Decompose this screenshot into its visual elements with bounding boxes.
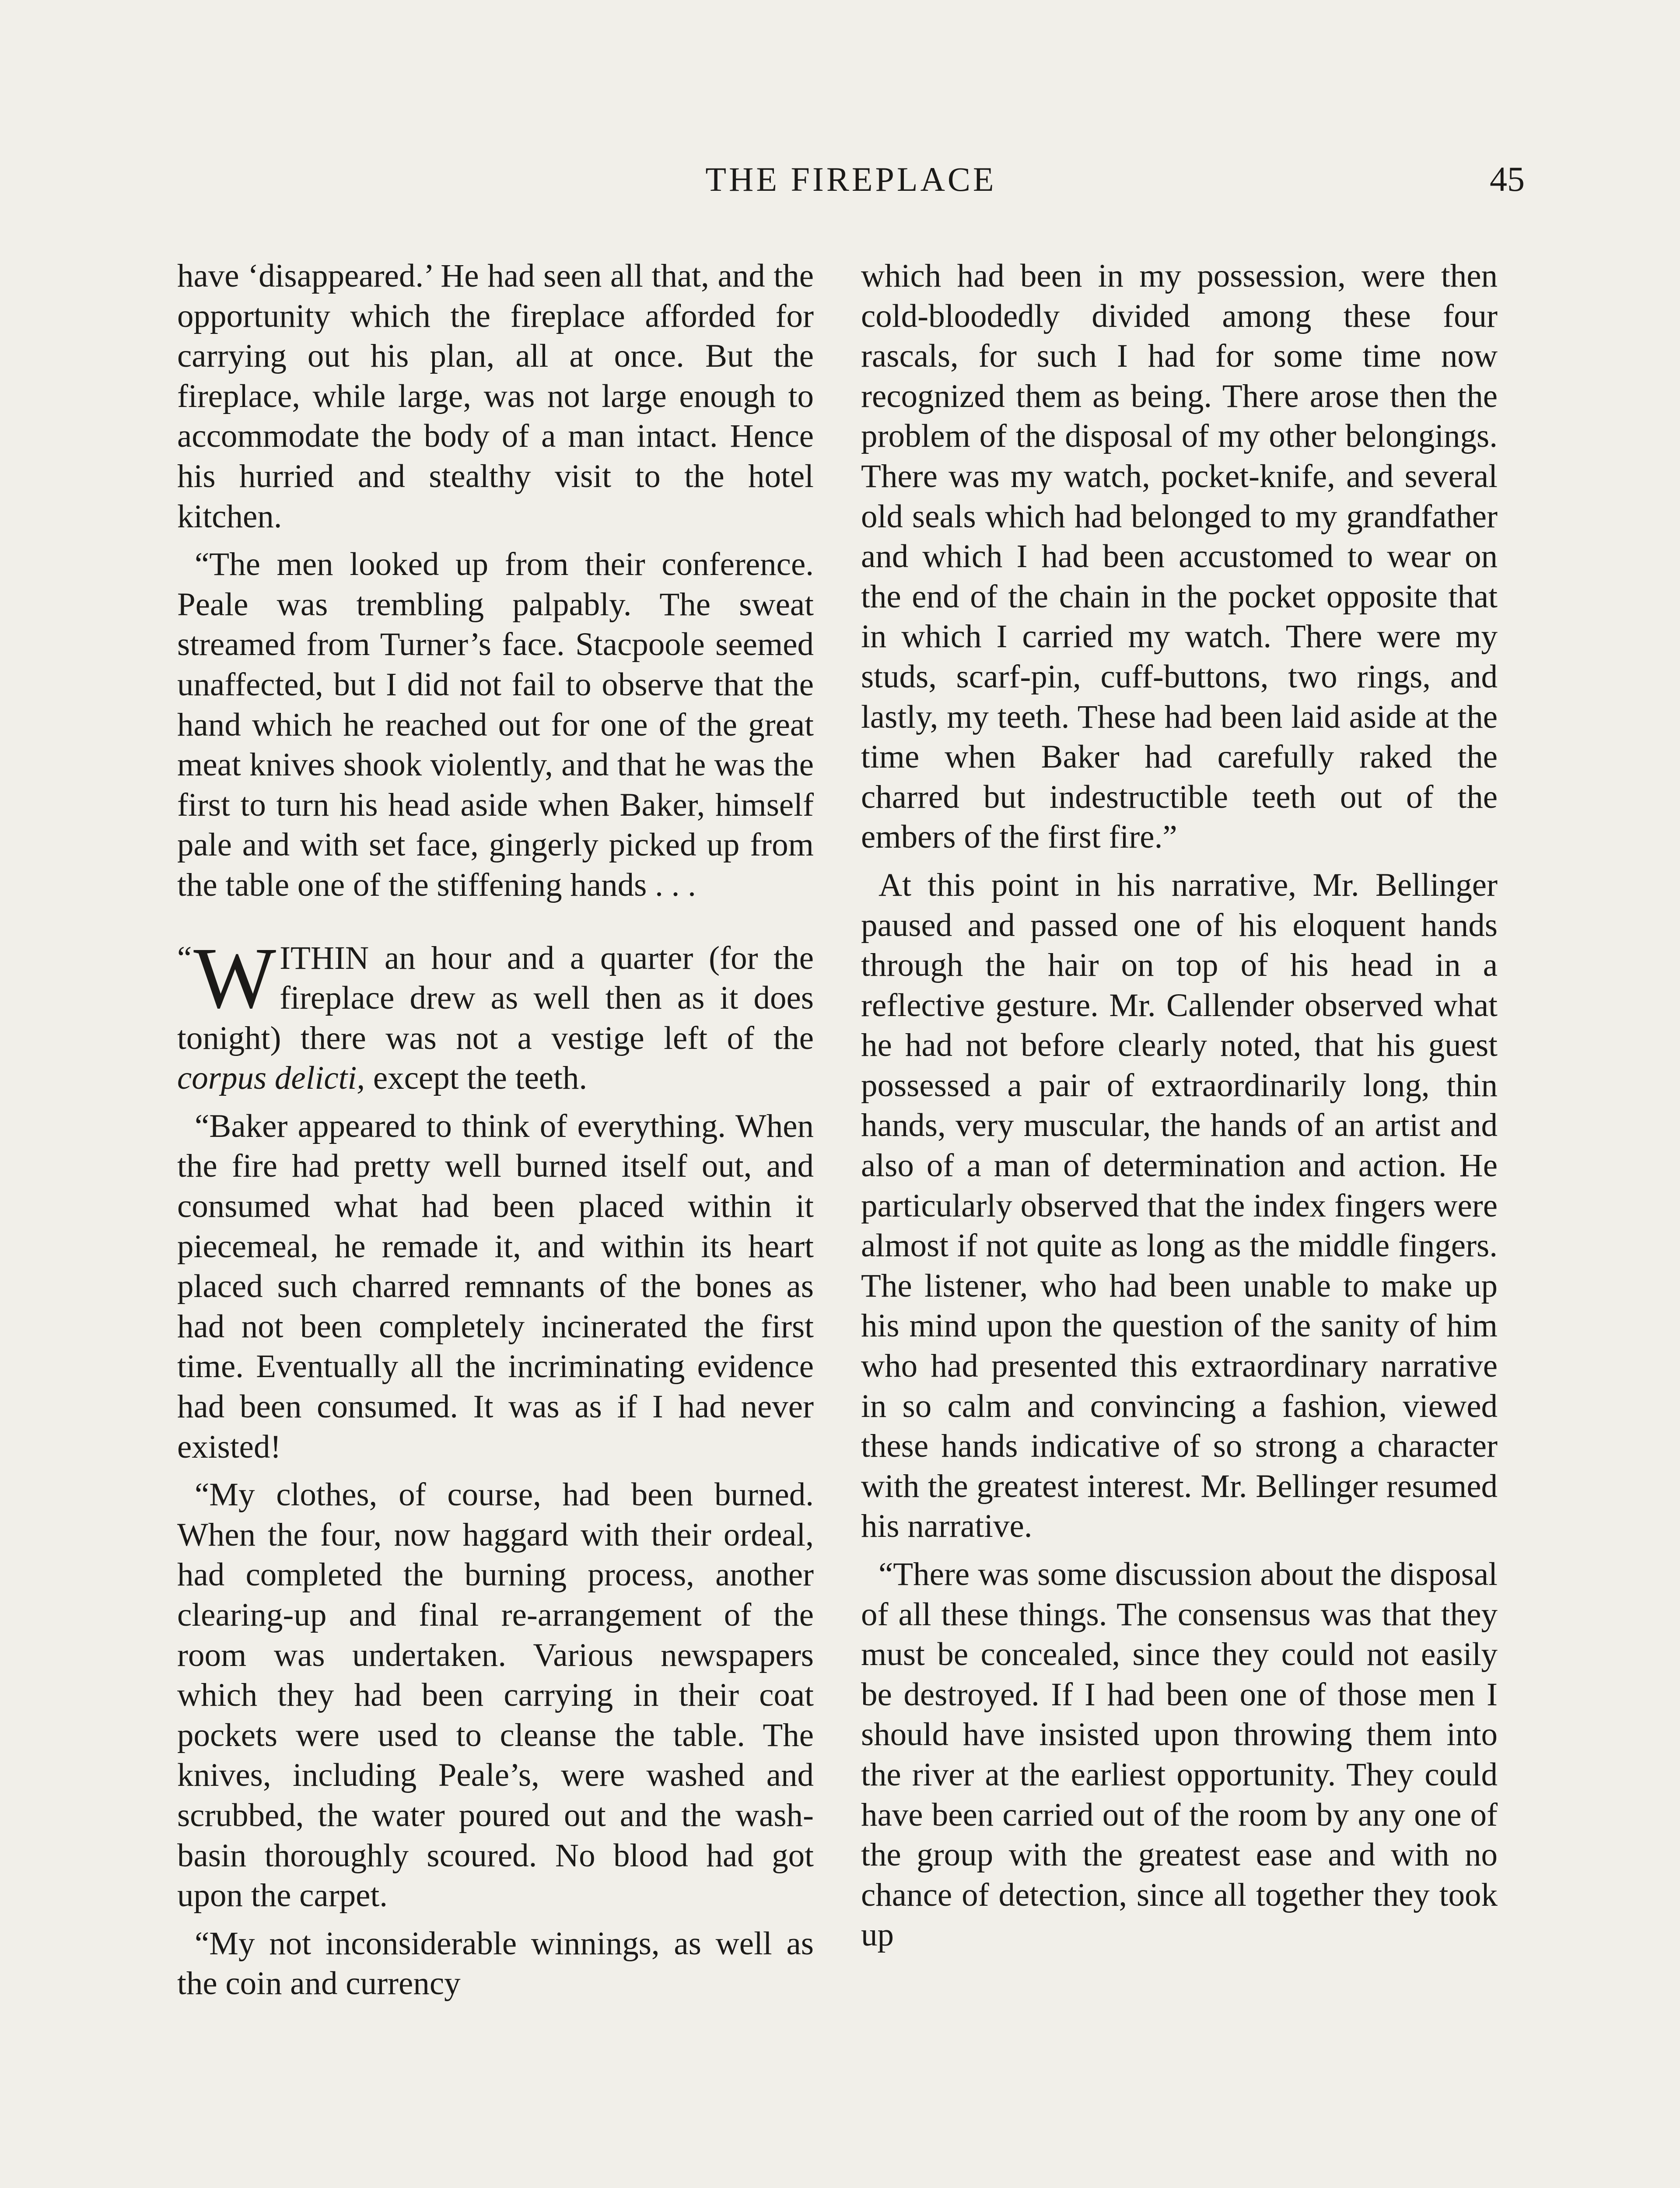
paragraph-gap xyxy=(177,1916,814,1924)
paragraph-text-end: except the teeth. xyxy=(365,1060,588,1097)
paragraph-text: ITHIN an hour and a quarter (for the fireplace drew as well then as it does tonight) there was not a vestige left of the xyxy=(177,940,814,1056)
paragraph: which had been in my possession, were then cold-bloodedly divided among these four rascals, for such I had for some time now recognized them as being. There arose then the problem of the disposal of my other belongings. There was my watch, pocket-knife, and several old seals which had belonged to my grandfather and which I had been accustomed to wear on the end of the chain in the pocket opposite that in which I carried my watch. There were my studs, scarf-pin, cuff-buttons, two rings, and lastly, my teeth. These had been laid aside at the time when Baker had carefully raked the charred but indestructible teeth out of the embers of the first fire.” xyxy=(861,258,1498,856)
paragraph: “There was some discussion about the disposal of all these things. The consensus was that they must be concealed, since they could not easily be destroyed. If I had been one of those men I should have insisted upon throwing them into the river at the earliest opportunity. They could have been carried out of the room by any one of the group with the greatest ease and with no chance of detection, since all together they took up xyxy=(861,1556,1498,1953)
left-column xyxy=(177,256,814,2188)
drop-cap: W xyxy=(193,929,276,1027)
right-column xyxy=(861,256,1498,2188)
paragraph-gap xyxy=(861,1546,1498,1554)
paragraph-gap xyxy=(177,1467,814,1475)
paragraph: At this point in his narrative, Mr. Bellinger paused and passed one of his eloquent hands through the hair on top of his head in a reflective gesture. Mr. Callender observed what he had not before clearly noted, that his guest possessed a pair of extraordinarily long, thin hands, very muscular, the hands of an artist and also of a man of determination and action. He particularly observed that the index fingers were almost if not quite as long as the middle fingers. The listener, who had been unable to make up his mind upon the question of the sanity of him who had presented this extraordinary narrative in so calm and convincing a fashion, viewed these hands indicative of so strong a character with the greatest interest. Mr. Bellinger resumed his narrative. xyxy=(861,866,1498,1545)
section-opening-paragraph xyxy=(177,929,814,1098)
paragraph: “Baker appeared to think of everything. When the fire had pretty well burned itself out, and consumed what had been placed within it piecemeal, he remade it, and within its heart placed such charred remnants of the bones as had not been completely incinerated the first time. Eventually all the incriminating evidence had been consumed. It was as if I had never existed! xyxy=(177,1108,814,1465)
paragraph: “My not inconsiderable winnings, as well as the coin and currency xyxy=(177,1925,814,2002)
opening-quote-mark: “ xyxy=(177,940,192,976)
paragraph-gap xyxy=(177,536,814,544)
italic-phrase: corpus delicti, xyxy=(177,1060,365,1097)
page-number: 45 xyxy=(1490,160,1525,199)
paragraph-gap xyxy=(861,857,1498,865)
paragraph-gap xyxy=(177,1098,814,1106)
running-header xyxy=(177,155,1525,203)
paragraph: “The men looked up from their conference. Peale was trembling palpably. The sweat streamed from Turner’s face. Stacpoole seemed unaffected, but I did not fail to observe that the hand which he reached out for one of the great meat knives shook violently, and that he was the first to turn his head aside when Baker, himself pale and with set face, gingerly picked up from the table one of the stiffening hands . . . xyxy=(177,546,814,903)
paragraph: “My clothes, of course, had been burned. When the four, now haggard with their ordeal, had completed the burning process, another clearing-up and final re-arrangement of the room was undertaken. Various newspapers which they had been carrying in their coat pockets were used to cleanse the table. The knives, including Peale’s, were washed and scrubbed, the water poured out and the wash-basin thoroughly scoured. No blood had got upon the carpet. xyxy=(177,1476,814,1914)
running-title: THE FIREPLACE xyxy=(705,160,997,198)
paragraph: have ‘disappeared.’ He had seen all that, and the opportunity which the fireplace afforded for carrying out his plan, all at once. But the fireplace, while large, was not large enough to accommodate the body of a man intact. Hence his hurried and stealthy visit to the hotel kitchen. xyxy=(177,258,814,535)
